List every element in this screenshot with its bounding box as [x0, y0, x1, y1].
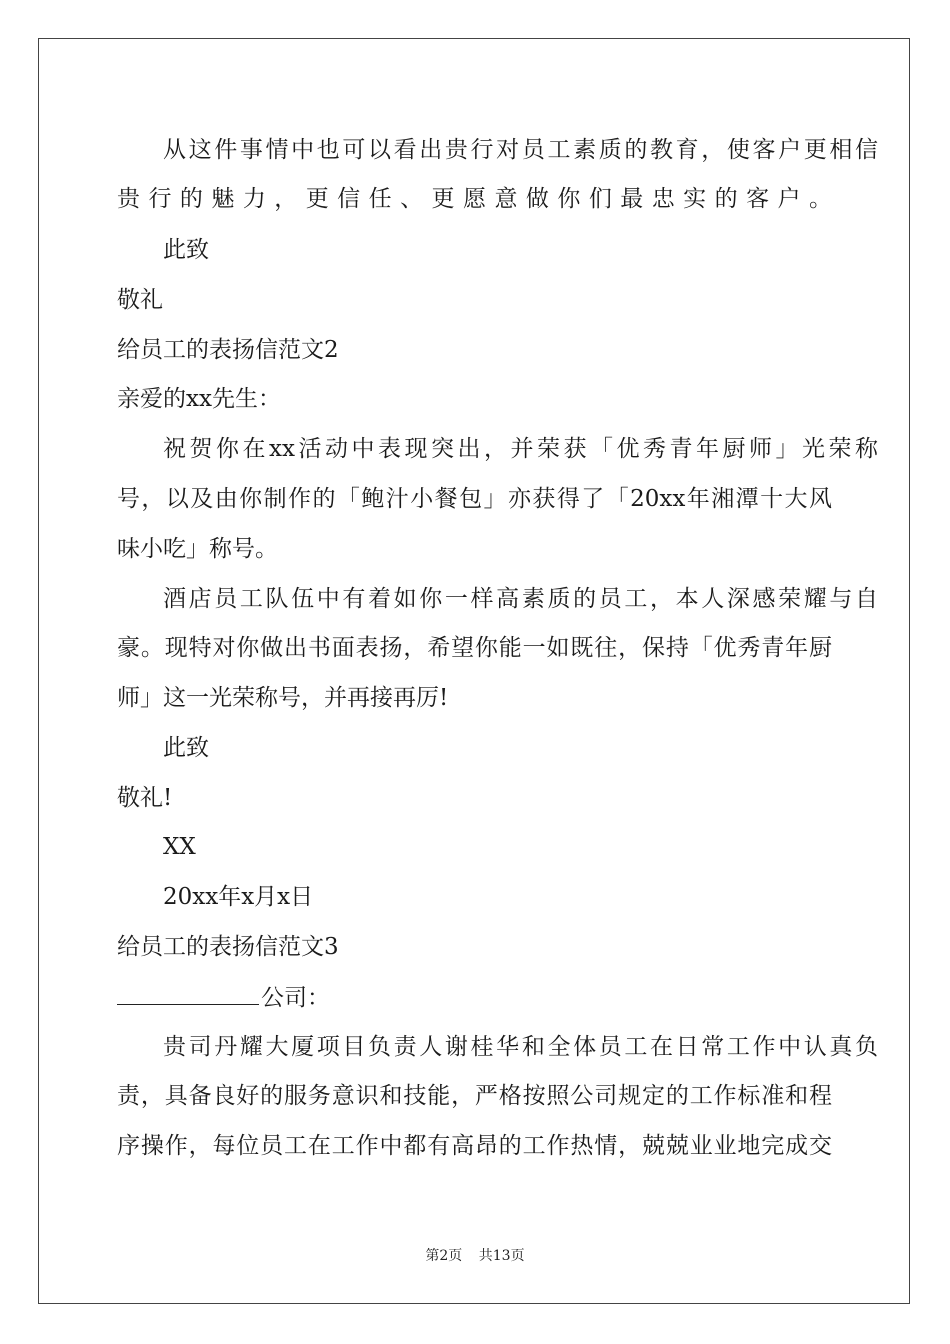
- paragraph-line: 从这件事情中也可以看出贵行对员工素质的教育，使客户更相信: [163, 137, 878, 163]
- page-footer: [0, 1246, 950, 1266]
- paragraph-line: 酒店员工队伍中有着如你一样高素质的员工，本人深感荣耀与自: [163, 586, 878, 612]
- greeting-text: 公司：: [261, 985, 330, 1011]
- paragraph-line: 号，以及由你制作的「鲍汁小餐包」亦获得了「20xx年湘潭十大风: [117, 486, 832, 512]
- paragraph-line: 贵司丹耀大厦项目负责人谢桂华和全体员工在日常工作中认真负: [163, 1034, 878, 1060]
- date-line: 20xx年x月x日: [163, 884, 314, 910]
- paragraph-line: 豪。现特对你做出书面表扬，希望你能一如既往，保持「优秀青年厨: [117, 635, 832, 661]
- paragraph-line: 责，具备良好的服务意识和技能，严格按照公司规定的工作标准和程: [117, 1083, 832, 1109]
- page-total: 共13页: [478, 1248, 525, 1264]
- salutation-line: 敬礼!: [117, 785, 173, 811]
- greeting-line: [117, 982, 330, 1013]
- paragraph-line: 师」这一光荣称号，并再接再厉!: [117, 685, 449, 711]
- section-title: 给员工的表扬信范文2: [117, 337, 339, 363]
- closing-line: 此致: [163, 735, 209, 761]
- signature-line: XX: [163, 834, 196, 860]
- greeting-line: 亲爱的xx先生：: [117, 386, 281, 412]
- section-title: 给员工的表扬信范文3: [117, 934, 339, 960]
- closing-line: 此致: [163, 237, 209, 263]
- paragraph-line: 序操作，每位员工在工作中都有高昂的工作热情，兢兢业业地完成交: [117, 1133, 832, 1159]
- salutation-line: 敬礼: [117, 287, 163, 313]
- paragraph-line: 贵行的魅力，更信任、更愿意做你们最忠实的客户。: [117, 186, 832, 212]
- paragraph-line: 祝贺你在xx活动中表现突出，并荣获「优秀青年厨师」光荣称: [163, 436, 878, 462]
- fill-in-blank: [117, 982, 259, 1005]
- page-number: 第2页: [425, 1248, 463, 1264]
- page-frame: [38, 38, 910, 1304]
- paragraph-line: 味小吃」称号。: [117, 536, 278, 562]
